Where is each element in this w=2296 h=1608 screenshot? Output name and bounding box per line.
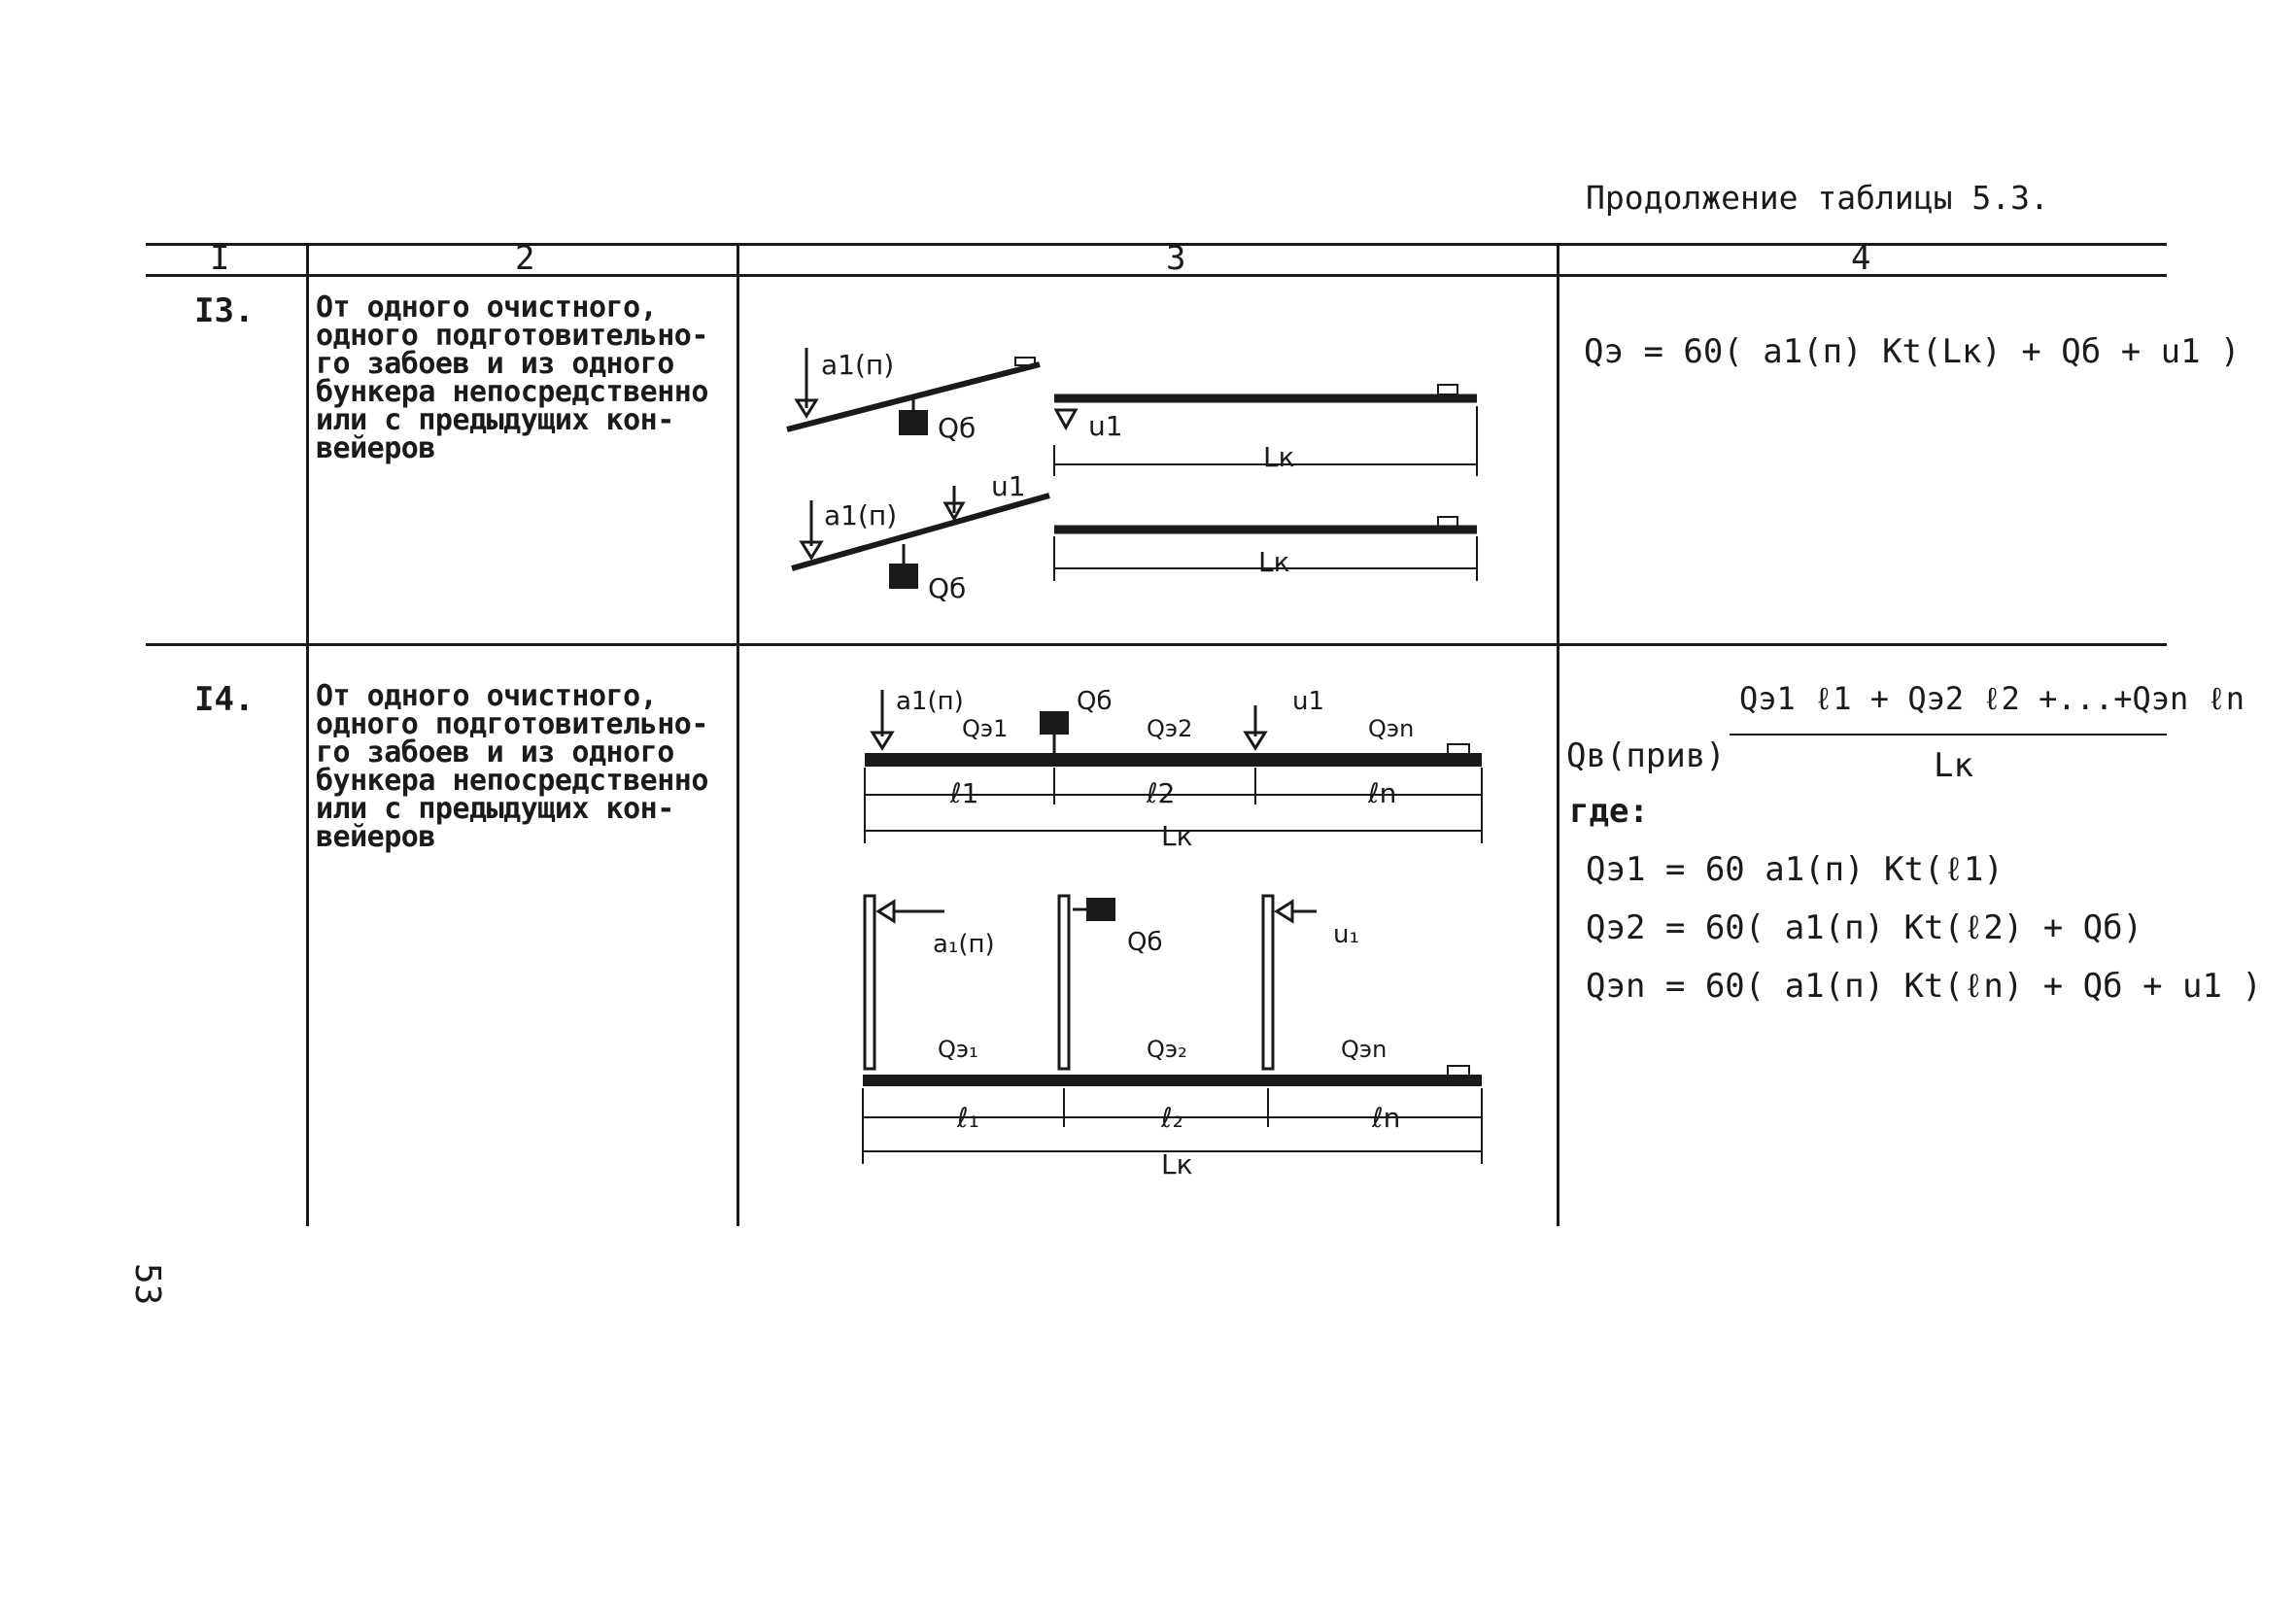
- label-l2: ℓ2: [1147, 777, 1176, 809]
- column-number-3: 3: [1166, 239, 1186, 278]
- column-number-1: I: [210, 239, 230, 278]
- label-qn-lower: Qэn: [1341, 1036, 1388, 1063]
- label-lk-lower: Lк: [1161, 1148, 1193, 1180]
- column-divider-1: [306, 245, 309, 1226]
- formula-where: где:: [1569, 792, 1649, 831]
- label-l2-lower: ℓ₂: [1161, 1102, 1183, 1134]
- row-number: I3.: [194, 291, 255, 330]
- label-lk: Lк: [1161, 820, 1193, 852]
- label-q2-lower: Qэ₂: [1147, 1036, 1187, 1063]
- formula-line-3: Qэn = 60( a1(п) Kt(ℓn) + Qб + u1 ): [1586, 967, 2262, 1006]
- label-u-top: u1: [1088, 410, 1123, 442]
- label-a-vertical: a₁(п): [933, 930, 995, 959]
- table-caption: Продолжение таблицы 5.3.: [1586, 179, 2049, 217]
- label-u-vertical: u₁: [1333, 920, 1359, 949]
- column-divider-2: [737, 245, 739, 1226]
- label-ln-lower: ℓn: [1372, 1102, 1401, 1134]
- label-qb: Qб: [1077, 687, 1113, 716]
- formula-q-drive-lhs: Qв(прив): [1566, 736, 1726, 775]
- page-number: 53: [127, 1263, 167, 1306]
- row-divider: [146, 643, 2167, 646]
- conveyor-diagram-row13: [768, 330, 1525, 622]
- label-a-bottom: a1(п): [824, 499, 898, 531]
- label-qb-bottom: Qб: [928, 572, 967, 604]
- label-qb-top: Qб: [938, 412, 977, 444]
- label-l1: ℓ1: [950, 777, 979, 809]
- formula-line-2: Qэ2 = 60( a1(п) Kt(ℓ2) + Qб): [1586, 908, 2143, 947]
- formula-q-e: [1584, 332, 2241, 371]
- column-number-2: 2: [515, 239, 535, 278]
- label-q2: Qэ2: [1147, 715, 1193, 742]
- label-u-bottom: u1: [991, 470, 1026, 502]
- column-divider-3: [1557, 245, 1559, 1226]
- label-qn: Qэn: [1368, 715, 1415, 742]
- formula-denominator: Lк: [1934, 746, 1973, 785]
- row-number: I4.: [194, 680, 255, 719]
- label-u: u1: [1292, 687, 1325, 716]
- label-ln: ℓn: [1368, 777, 1397, 809]
- formula-rhs: = 60( a1(п) Kt(Lк) + Qб + u1 ): [1643, 332, 2241, 371]
- conveyor-diagram-row14: [836, 670, 1516, 1200]
- formula-numerator: Qэ1 ℓ1 + Qэ2 ℓ2 +...+Qэn ℓn: [1739, 680, 2245, 717]
- label-a: a1(п): [896, 687, 964, 716]
- label-q1-lower: Qэ₁: [938, 1036, 978, 1063]
- label-qb-vertical: Qб: [1127, 928, 1163, 957]
- label-l-top: Lк: [1263, 441, 1295, 473]
- column-number-4: 4: [1851, 239, 1871, 278]
- label-l-bottom: Lк: [1258, 546, 1290, 578]
- label-q1: Qэ1: [962, 715, 1009, 742]
- fraction-bar: [1730, 734, 2167, 736]
- formula-line-1: Qэ1 = 60 a1(п) Kt(ℓ1): [1586, 850, 2004, 889]
- formula-lhs: Qэ: [1584, 332, 1624, 371]
- row-description: От одного очистного, одного подготовительно- го забоев и из одного бункера непосредственно или с предыдущих кон- вейеров: [316, 679, 708, 854]
- row-description: От одного очистного, одного подготовительно- го забоев и из одного бункера непосредственно или с предыдущих кон- вейеров: [316, 291, 708, 465]
- label-a-top: a1(п): [821, 349, 895, 381]
- label-l1-lower: ℓ₁: [957, 1102, 979, 1134]
